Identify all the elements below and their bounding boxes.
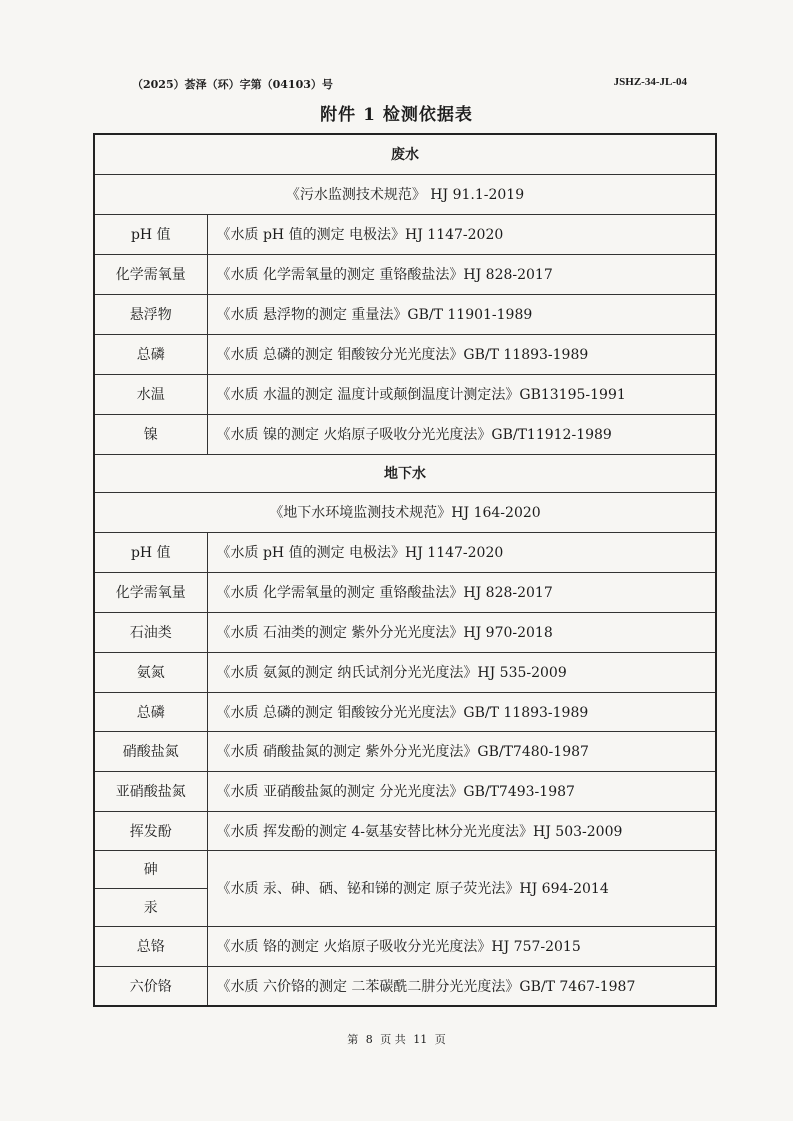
table-row	[94, 926, 716, 966]
item-method: 《水质 总磷的测定 钼酸铵分光光度法》GB/T 11893-1989	[207, 334, 716, 374]
table-row	[94, 532, 716, 572]
page-title: 附件 1 检测依据表	[320, 105, 473, 125]
item-name: 总磷	[94, 692, 207, 731]
item-name: 化学需氧量	[94, 572, 207, 612]
item-name: 总磷	[94, 334, 207, 374]
item-method: 《水质 石油类的测定 紫外分光光度法》HJ 970-2018	[207, 612, 716, 652]
page-number: 8	[365, 1033, 373, 1046]
table-row	[94, 214, 716, 254]
table-row	[94, 811, 716, 850]
page-footer	[0, 1031, 793, 1047]
table-row	[94, 850, 716, 888]
item-method: 《水质 化学需氧量的测定 重铬酸盐法》HJ 828-2017	[207, 572, 716, 612]
item-method: 《水质 硝酸盐氮的测定 紫外分光光度法》GB/T7480-1987	[207, 731, 716, 771]
item-name: pH 值	[94, 214, 207, 254]
report-number: （2025）荟泽（环）字第（04103）号	[132, 78, 333, 91]
item-method: 《水质 总磷的测定 钼酸铵分光光度法》GB/T 11893-1989	[207, 692, 716, 731]
item-name: 石油类	[94, 612, 207, 652]
item-method: 《水质 亚硝酸盐氮的测定 分光光度法》GB/T7493-1987	[207, 771, 716, 811]
table-row	[94, 731, 716, 771]
table-row	[94, 334, 716, 374]
table-row	[94, 652, 716, 692]
spec-row	[94, 492, 716, 532]
item-name: 悬浮物	[94, 294, 207, 334]
section-row	[94, 454, 716, 492]
item-name: 镍	[94, 414, 207, 454]
page-total: 11	[413, 1033, 428, 1046]
item-method: 《水质 氨氮的测定 纳氏试剂分光光度法》HJ 535-2009	[207, 652, 716, 692]
table-row	[94, 771, 716, 811]
form-code: JSHZ-34-JL-04	[613, 76, 687, 88]
item-name: pH 值	[94, 532, 207, 572]
item-method: 《水质 六价铬的测定 二苯碳酰二肼分光光度法》GB/T 7467-1987	[207, 966, 716, 1006]
item-method: 《水质 铬的测定 火焰原子吸收分光光度法》HJ 757-2015	[207, 926, 716, 966]
item-name: 氨氮	[94, 652, 207, 692]
item-name: 硝酸盐氮	[94, 731, 207, 771]
item-method: 《水质 挥发酚的测定 4-氨基安替比林分光光度法》HJ 503-2009	[207, 811, 716, 850]
page-header	[132, 76, 687, 92]
item-method: 《水质 pH 值的测定 电极法》HJ 1147-2020	[207, 214, 716, 254]
table-row	[94, 966, 716, 1006]
table-row	[94, 692, 716, 731]
page-suffix: 页	[434, 1033, 446, 1046]
item-name: 水温	[94, 374, 207, 414]
page-prefix: 第	[347, 1033, 359, 1046]
item-name: 亚硝酸盐氮	[94, 771, 207, 811]
table-row	[94, 612, 716, 652]
item-method-merged: 《水质 汞、砷、硒、铋和锑的测定 原子荧光法》HJ 694-2014	[207, 850, 716, 926]
table-row	[94, 374, 716, 414]
spec-groundwater: 《地下水环境监测技术规范》HJ 164-2020	[94, 492, 716, 532]
page-mid: 页 共	[380, 1033, 406, 1046]
basis-table	[93, 133, 717, 1007]
spec-row	[94, 174, 716, 214]
table-row	[94, 294, 716, 334]
section-title-wastewater: 废水	[94, 134, 716, 174]
spec-wastewater: 《污水监测技术规范》 HJ 91.1-2019	[94, 174, 716, 214]
table-row	[94, 414, 716, 454]
table-row	[94, 572, 716, 612]
item-name: 汞	[94, 888, 207, 926]
item-method: 《水质 镍的测定 火焰原子吸收分光光度法》GB/T11912-1989	[207, 414, 716, 454]
table-row	[94, 254, 716, 294]
item-name: 总铬	[94, 926, 207, 966]
section-title-groundwater: 地下水	[94, 454, 716, 492]
item-name: 六价铬	[94, 966, 207, 1006]
item-name: 化学需氧量	[94, 254, 207, 294]
item-method: 《水质 化学需氧量的测定 重铬酸盐法》HJ 828-2017	[207, 254, 716, 294]
item-method: 《水质 水温的测定 温度计或颠倒温度计测定法》GB13195-1991	[207, 374, 716, 414]
item-method: 《水质 pH 值的测定 电极法》HJ 1147-2020	[207, 532, 716, 572]
section-row	[94, 134, 716, 174]
item-method: 《水质 悬浮物的测定 重量法》GB/T 11901-1989	[207, 294, 716, 334]
item-name: 砷	[94, 850, 207, 888]
item-name: 挥发酚	[94, 811, 207, 850]
